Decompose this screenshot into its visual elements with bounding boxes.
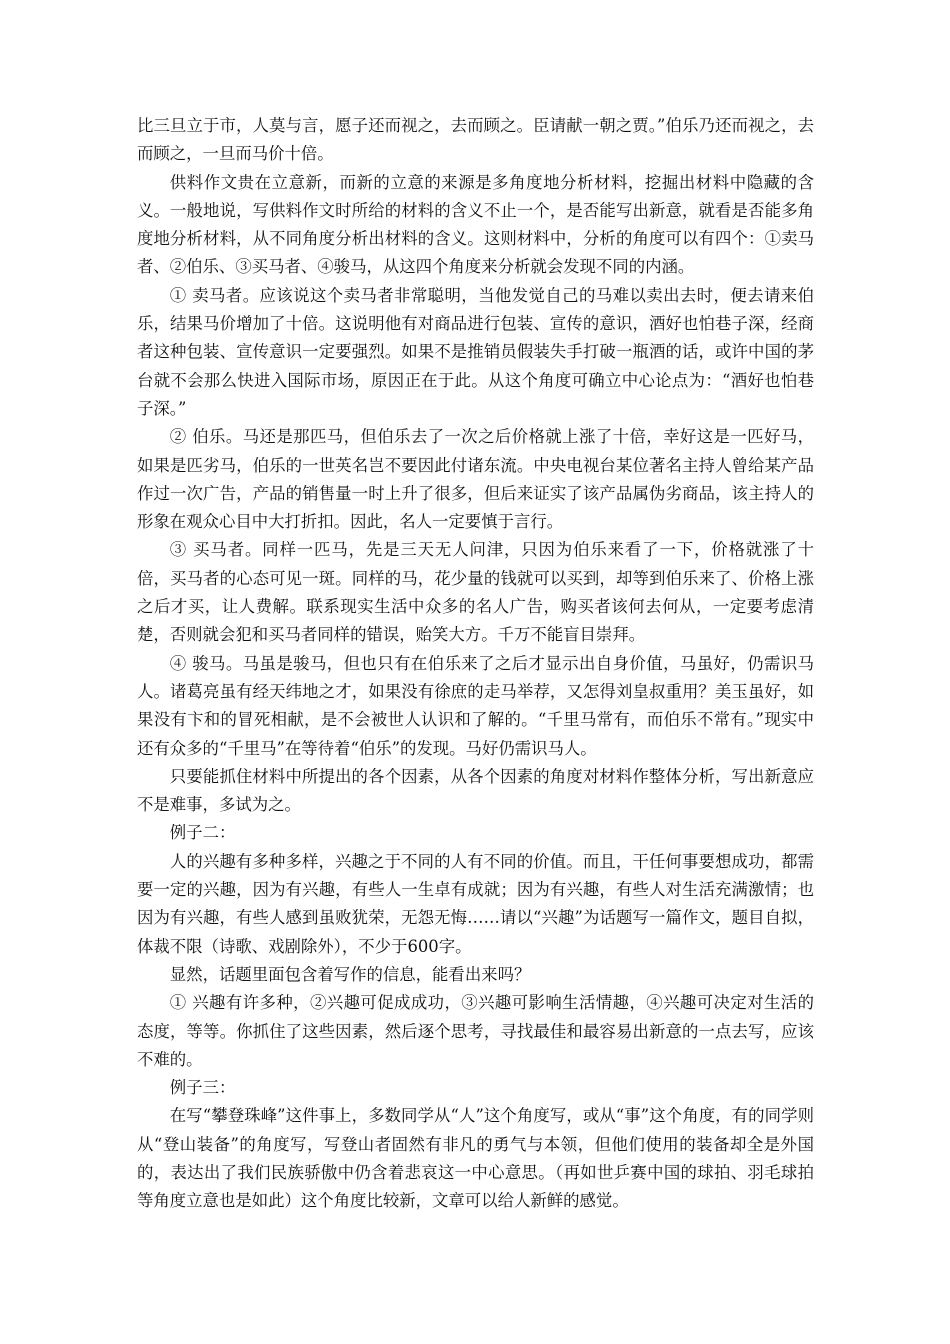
paragraph-question: 显然，话题里面包含着写作的信息，能看出来吗？ <box>169 964 531 984</box>
paragraph-analysis-intro: 供料作文贵在立意新，而新的立意的来源是多角度地分析材料，挖掘出材料中隐藏的含义。一般地说，写供料作文时所给的材料的含义不止一个，是否能写出新意，就看是否能多角度地分析材料，从不同角度分析出材料的含义。这则材料中，分析的角度可以有四个：①卖马者、②伯乐、③买马者、④骏马，从这四个角度来分析就会发现不同的内涵。 <box>137 172 814 277</box>
heading-example-two: 例子二： <box>169 823 236 843</box>
paragraph-interest-prompt: 人的兴趣有多种多样，兴趣之于不同的人有不同的价值。而且，干任何事要想成功，都需要一定的兴趣，因为有兴趣，有些人一生卓有成就；因为有兴趣，有些人对生活充满激情；也因为有兴趣，有些人感到虽败犹荣，无怨无悔……请以“兴趣”为话题写一篇作文，题目自拟，体裁不限（诗歌、戏剧除外），不少于600字。 <box>137 851 814 956</box>
paragraph-seller: ① 卖马者。应该说这个卖马者非常聪明，当他发觉自己的马难以卖出去时，便去请来伯乐，结果马价增加了十倍。这说明他有对商品进行包装、宣传的意识，酒好也怕巷子深，经商者这种包装、宣传意识一定要强烈。如果不是推销员假装失手打破一瓶酒的话，或许中国的茅台就不会那么快进入国际市场，原因正在于此。从这个角度可确立中心论点为：“酒好也怕巷子深。” <box>137 285 814 418</box>
paragraph-everest: 在写“攀登珠峰”这件事上，多数同学从“人”这个角度写，或从“事”这个角度，有的同学则从“登山装备”的角度写，写登山者固然有非凡的勇气与本领，但他们使用的装备却全是外国的，表达出了我们民族骄傲中仍含着悲哀这一中心意思。（再如世乒赛中国的球拍、羽毛球拍等角度立意也是如此）这个角度比较新，文章可以给人新鲜的感觉。 <box>137 1106 814 1211</box>
document-body <box>137 112 814 1216</box>
paragraph-steed: ④ 骏马。马虽是骏马，但也只有在伯乐来了之后才显示出自身价值，马虽好，仍需识马人。诸葛亮虽有经天纬地之才，如果没有徐庶的走马举荐，又怎得刘皇叔重用？美玉虽好，如果没有卞和的冒死相献，是不会被世人认识和了解的。“千里马常有，而伯乐不常有。”现实中还有众多的“千里马”在等待着“伯乐”的发现。马好仍需识马人。 <box>137 653 814 758</box>
heading-example-three: 例子三： <box>169 1078 236 1098</box>
paragraph-summary: 只要能抓住材料中所提出的各个因素，从各个因素的角度对材料作整体分析，写出新意应不是难事，多试为之。 <box>137 766 814 815</box>
paragraph-bole: ② 伯乐。马还是那匹马，但伯乐去了一次之后价格就上涨了十倍，幸好这是一匹好马，如果是匹劣马，伯乐的一世英名岂不要因此付诸东流。中央电视台某位著名主持人曾给某产品作过一次广告，产品的销售量一时上升了很多，但后来证实了该产品属伪劣商品，该主持人的形象在观众心目中大打折扣。因此，名人一定要慎于言行。 <box>137 427 814 532</box>
paragraph-interest-factors: ① 兴趣有许多种，②兴趣可促成成功，③兴趣可影响生活情趣，④兴趣可决定对生活的态度，等等。你抓住了这些因素，然后逐个思考，寻找最佳和最容易出新意的一点去写，应该不难的。 <box>137 993 814 1069</box>
paragraph-continuation: 比三旦立于市，人莫与言，愿子还而视之，去而顾之。臣请献一朝之贾。”伯乐乃还而视之，去而顾之，一旦而马价十倍。 <box>137 116 814 164</box>
paragraph-buyer: ③ 买马者。同样一匹马，先是三天无人问津，只因为伯乐来看了一下，价格就涨了十倍，买马者的心态可见一斑。同样的马，花少量的钱就可以买到，却等到伯乐来了、价格上涨之后才买，让人费解。联系现实生活中众多的名人广告，购买者该何去何从，一定要考虑清楚，否则就会犯和买马者同样的错误，贻笑大方。千万不能盲目崇拜。 <box>137 540 814 645</box>
